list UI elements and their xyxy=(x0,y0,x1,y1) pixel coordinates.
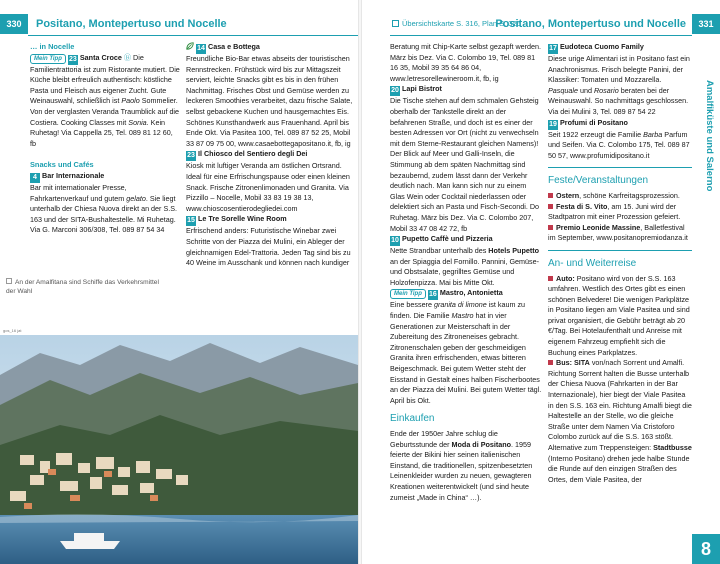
travel-item-auto xyxy=(548,274,692,359)
entry-text: . Sie liegt unterhalb der Chiesa Nuova direkt an der S.S. 163 und der SITA-Bushaltestelle. Mi Ruhetag. Via G. Marconi 306/308, Tel. 089 87 54 34 xyxy=(30,193,178,235)
festival-item xyxy=(548,191,692,202)
mein-tipp-badge: Mein Tipp xyxy=(390,289,426,299)
entry-number: 19 xyxy=(549,120,557,128)
entry-name: Eudoteca Cuomo Family xyxy=(560,42,644,51)
entry-name: Il Chiosco del Sentiero degli Dei xyxy=(198,149,308,159)
entry-person: Sonia xyxy=(128,117,147,127)
section-heading-feste: Feste/Veranstaltungen xyxy=(548,175,649,187)
entry-santa-croce xyxy=(30,53,180,150)
travel-text: (Interno Positano) drehen jede halbe Stunde die Runde auf den einzigen Straßen des Ortes, dem Viale Pasitea, der xyxy=(548,453,690,484)
entry-text: hat in vier Generationen zur Meisterschaft in der Zubereitung des Zitroneneises gebracht. Zitronenschalen geben der geschmeidigen Granita ihren erfrischenden, etwas bitteren Beigeschmack. Bei gutem Wetter steht der Eisstand in Gestalt eines halben Fischerbootes an der Piazza dei Mulini. Bei gutem Wetter tägl. April bis Okt. xyxy=(390,311,542,405)
photo-credit: gos_16 jat xyxy=(3,328,22,333)
entry-text: Ende der 1950er Jahre schlug die Geburtsstunde der xyxy=(390,429,498,449)
entry-number: 10 xyxy=(391,237,399,245)
overview-text: Übersichtskarte S. 316, Plan S. 326 xyxy=(402,19,521,28)
entry-number: 23 xyxy=(68,55,77,63)
running-head: Positano, Montepertuso und Nocelle xyxy=(495,18,686,30)
entry-number: 23 xyxy=(187,152,195,160)
entry-number: 14 xyxy=(197,45,205,52)
caption-marker-icon xyxy=(6,278,12,284)
entry-name: Profumi di Positano xyxy=(560,117,628,127)
entry-person: Pasquale xyxy=(548,85,578,95)
map-reference-icon xyxy=(392,20,399,27)
entry-name: Casa e Bottega xyxy=(208,42,260,51)
divider xyxy=(548,250,692,251)
entry-name: Santa Croce xyxy=(79,52,122,62)
entry-text: Die Tische stehen auf dem schmalen Gehsteig oberhalb der Tankstelle direkt an der befahrenen Straße, und doch ist es einer der besten Adressen vor Ort (nicht zu verwechseln mit dem Sterne-Restaurant gleichen Namens)! Der Blick auf Meer und Galli-Inseln, die Stimmung ab dem späten Nachmittag sind bezaubernd, zudem lässt dann der Verkehr deutlich nach. Man kann sich nur zu einem Glas Wein oder Cocktail niederlassen oder delektiert sich an Pasta und Fisch-Secondi. Do Ruhetag. März bis Dez. Via C. Colombo 207, Mobil 33 47 08 42 72, fb xyxy=(390,96,540,233)
entry-lapi-bistrot xyxy=(390,84,542,234)
einkaufen-text xyxy=(390,429,542,503)
entry-text: Seit 1922 erzeugt die Familie xyxy=(548,129,642,139)
entry-text: Bar mit internationaler Presse, Fahrkartenverkauf und gutem xyxy=(30,182,127,203)
entry-bar-internazionale xyxy=(30,171,180,236)
entry-text: beraten bei der Weinauswahl. So nachmittags geschlossen. Via dei Mulini 3, Tel. 089 87 54 22 xyxy=(548,85,689,116)
entry-person: Mastro xyxy=(451,311,474,321)
page-number: 331 xyxy=(692,14,720,34)
entry-eudoteca xyxy=(548,42,692,118)
entry-name: Bar Internazionale xyxy=(42,170,105,180)
travel-text: von/nach Sorrent und Amalfi. Richtung Sorrent halten die Busse unterhalb der Chiesa Nuova (Fahrkarten in der Bar Internazionale), hier biegt der Viale Pasitea in den S.S. 163 ein. Richtung Amalfi biegt die Haltestelle an der Stelle, wo die gleiche Straße unter dem Namen Via Cristoforo Colombo zurück auf die S.S. 163 stößt. Alternative zum Treppensteigen: xyxy=(548,358,692,452)
entry-person: Barba xyxy=(643,129,663,139)
travel-mode: Auto: xyxy=(556,273,575,283)
travel-term: Stadtbusse xyxy=(653,443,692,452)
festival-text: , schöne Karfreitagsprozession. xyxy=(579,190,680,200)
bullet-icon xyxy=(548,204,553,209)
section-heading-einkaufen: Einkaufen xyxy=(390,413,435,425)
entry-text: Diese urige Alimentari ist in Positano fast ein Anachronismus. Frisch belegte Panini, der Klassiker: Tomaten und Mozzarella. xyxy=(548,54,690,85)
price-marker-icon: Ⓑ xyxy=(123,52,132,62)
entry-name: Pupetto Caffè und Pizzeria xyxy=(402,234,493,244)
entry-text: Die Familientrattoria ist zum Ristorante mutiert. Die Küche bleibt erfreulich authentisch: köstliche Pasta und Fleisch aus eigener Zucht. Gute Weinauswahl, schließlich ist xyxy=(30,52,180,106)
bullet-icon xyxy=(548,360,553,365)
entry-number: 17 xyxy=(549,45,557,52)
bullet-icon xyxy=(548,193,553,198)
entry-il-chiosco xyxy=(186,149,354,214)
chapter-label: Amalfiküste und Salerno xyxy=(704,80,715,192)
leaf-icon xyxy=(186,42,194,50)
section-heading-snacks: Snacks und Cafés xyxy=(30,160,94,170)
left-column-1 xyxy=(30,42,180,236)
entry-hotel: Hotels Pupetto xyxy=(488,246,540,256)
entry-term: granita di limone xyxy=(433,300,487,310)
section-heading-anreise: An- und Weiterreise xyxy=(548,257,637,269)
festival-item xyxy=(548,223,692,244)
header-rule xyxy=(28,35,358,36)
section-continued-heading: … in Nocelle xyxy=(30,42,75,51)
left-page xyxy=(0,0,358,564)
bullet-icon xyxy=(548,225,553,230)
entry-pupetto xyxy=(390,234,542,288)
entry-text: Kiosk mit luftiger Veranda am östlichen Ortsrand. Ideal für eine Erfrischungspause oder einen kleinen Snack. Frische Zitronenlimonaden und Granita. Via Pizzillo – Nocelle, Mobil 33 83 19 38 13, www.chioscosentierodegliedei.com xyxy=(186,161,350,213)
travel-text: Positano wird von der S.S. 163 umfahren. Westlich des Ortes gibt es einen schönen Belvedere! Die wenigen Parkplätze in Positano liegen am Viale Pasitea und sind privat organisiert, die Gebühr beträgt ab 20 €/Tag. Bei Hotelaufenthalt und Anreise mit eigenem Fahrzeug empfiehlt sich die Buchung eines Parkplatzes. xyxy=(548,273,690,357)
festival-name: Ostern xyxy=(556,190,580,200)
chapter-number: 8 xyxy=(692,534,720,564)
travel-item-bus xyxy=(548,358,692,485)
entry-profumi xyxy=(548,118,692,162)
entry-text: . Kein Ruhetag! Via Cappella 25, Tel. 089 81 12 60, fb xyxy=(30,117,173,148)
divider xyxy=(30,155,180,156)
positano-photo xyxy=(0,335,358,564)
travel-operator: SITA xyxy=(573,358,590,368)
travel-mode: Bus: xyxy=(556,358,572,368)
photo-caption xyxy=(6,278,166,296)
right-column-2 xyxy=(548,42,692,485)
entry-name: Le Tre Sorelle Wine Room xyxy=(198,214,287,224)
running-head: Positano, Montepertuso und Nocelle xyxy=(36,18,227,30)
right-page xyxy=(362,0,720,564)
entry-number: 15 xyxy=(187,217,195,225)
page-number: 330 xyxy=(0,14,28,34)
right-column-1 xyxy=(390,42,542,503)
entry-text: Nette Strandbar unterhalb des xyxy=(390,246,487,256)
entry-text: ist kaum zu finden. Die Familie xyxy=(390,300,526,321)
chapter-side-tab xyxy=(692,36,720,564)
entry-person: Rosario xyxy=(593,85,619,95)
entry-text: Erfrischend anders: Futuristische Winebar zwei Schritte von der Piazza dei Mulini, ein Ableger der gleichnamigen Edel-Trattoria. Jeden Tag sind bis zu 40 Weine im Ausschank und können nach kundiger xyxy=(186,226,351,268)
festival-text: , Balletfestival im September, www.positanopremiodanza.it xyxy=(548,222,688,243)
festival-item xyxy=(548,202,692,223)
entry-term: Moda di Positano xyxy=(451,439,512,449)
festival-text: , am 15. Juni wird der Stadtpatron mit einer Prozession gefeiert. xyxy=(548,201,681,222)
entry-number: 20 xyxy=(391,87,399,95)
bullet-icon xyxy=(548,276,553,281)
entry-text: Parfum und Seifen. Via C. Colombo 175, Tel. 089 87 50 57, www.profumidipositano.it xyxy=(548,129,690,160)
festival-name: Premio Leonide Massine xyxy=(556,222,641,232)
entry-text: Eine bessere xyxy=(390,300,432,310)
caption-text: An der Amalfitana sind Schiffe das Verkehrsmittel der Wahl xyxy=(6,279,159,295)
entry-text: . 1959 feierte der Bikini hier seinen italienischen Einstand, die traditionellen, spitzenbesetzten Leinenkleider wurden zu neuen, gewagteren Kreationen weiterentwickelt (und sind heute zumeist „Made in China“ …). xyxy=(390,439,533,502)
entry-number: 4 xyxy=(30,173,40,183)
entry-name: Mastro, Antonietta xyxy=(439,288,503,298)
entry-number: 16 xyxy=(428,291,437,299)
entry-text: an der Spiaggia del Fornillo. Pannini, Gemüse- und Obstsalate, gegrilltes Gemüse und Holzofenpizza. Mai bis Mitte Okt. xyxy=(390,256,540,287)
entry-name: Lapi Bistrot xyxy=(402,84,442,94)
entry-person: Paolo xyxy=(121,96,140,106)
left-column-2 xyxy=(186,42,354,269)
left-header xyxy=(0,0,358,36)
mein-tipp-badge: Mein Tipp xyxy=(30,54,66,64)
festival-name: Festa di S. Vito xyxy=(556,201,608,211)
entry-text: und xyxy=(579,85,592,95)
header-rule xyxy=(390,35,692,36)
entry-term: gelato xyxy=(126,193,146,203)
right-header xyxy=(362,0,720,36)
entry-text: Sommelier. Von der verglasten Veranda Traumblick auf die Costiera. Cooking Classes mit xyxy=(30,96,180,127)
entry-continued: Beratung mit Chip-Karte selbst gezapft werden. März bis Dez. Via C. Colombo 19, Tel. 089 81 16 35, Mobil 39 35 64 86 04, www.letresorellewineroom.it, fb, ig xyxy=(390,42,542,83)
entry-le-tre-sorelle xyxy=(186,214,354,268)
divider xyxy=(548,167,692,168)
entry-casa-e-bottega xyxy=(186,42,354,149)
entry-text: Freundliche Bio-Bar etwas abseits der touristischen Rennstrecken. Frühstück wird bis zur Mittagszeit serviert, leichte Snacks gibt es bis in den frühen Nachmittag. Frisches Obst und Gemüse werden zu leckeren Smoothies verarbeitet, dazu frische Salate, selbst gebackene Kuchen und hausgemachtes Eis. Schönes Kunsthandwerk aus Frauenhand. April bis Ende Okt. Via Pasitea 100, Tel. 089 87 52 25, Mobil 33 87 09 75 00, www.casaebottegapositano.it, fb, ig xyxy=(186,54,353,148)
entry-mastro-antonietta xyxy=(390,288,542,406)
